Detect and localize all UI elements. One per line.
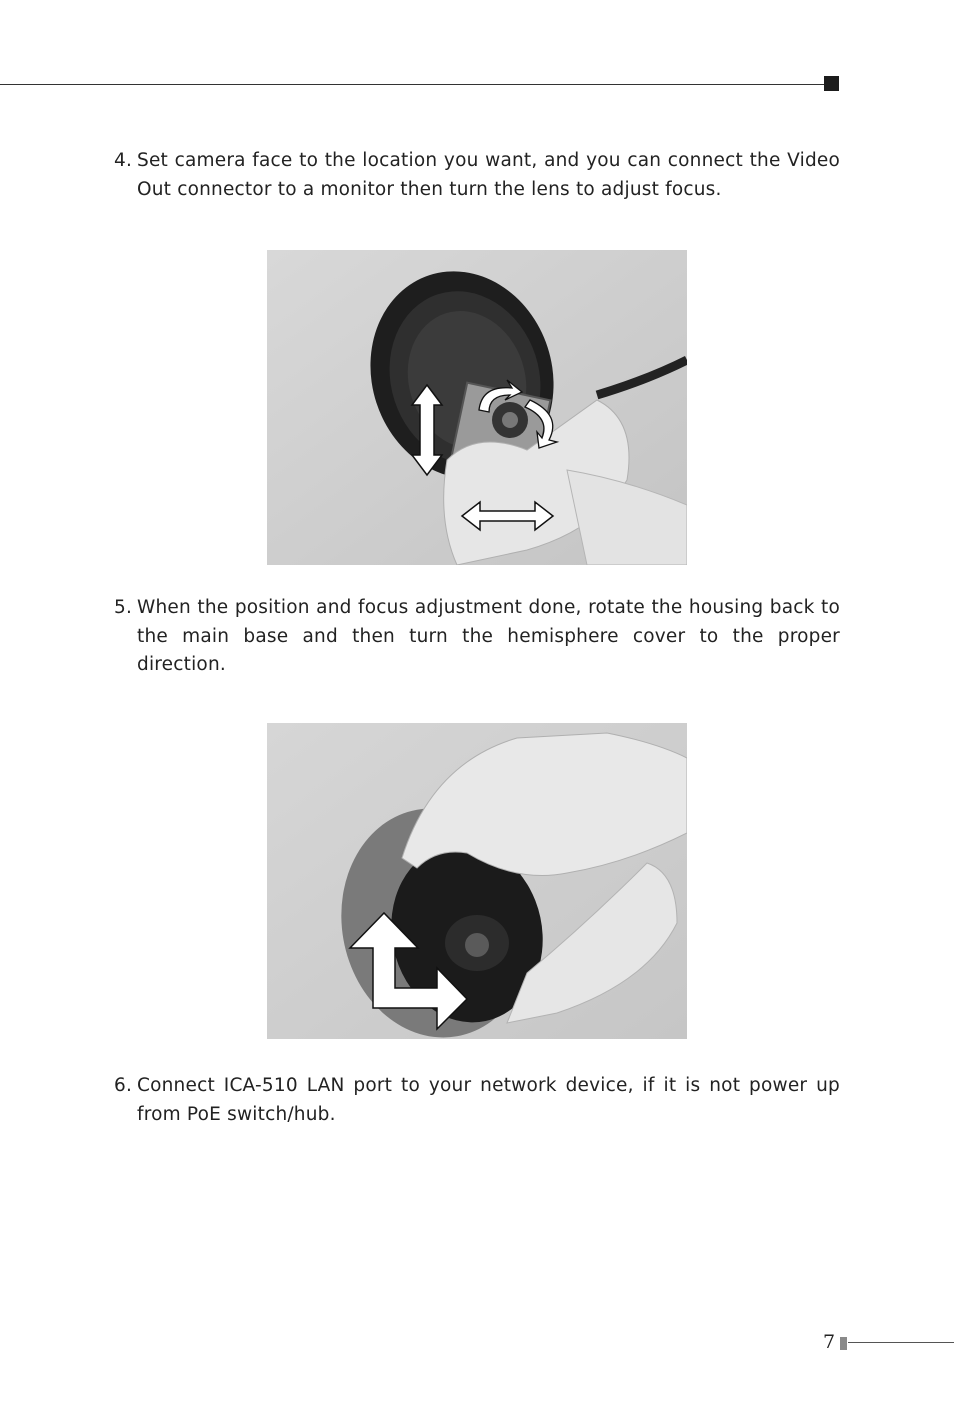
step-5 (114, 594, 840, 680)
step-number: 5. (114, 597, 133, 618)
step-number: 6. (114, 1075, 133, 1096)
photo-cover-rotation (267, 723, 687, 1039)
header-square-marker (824, 76, 839, 91)
footer-square-marker (840, 1337, 847, 1350)
step-number: 4. (114, 150, 133, 171)
camera-adjustment-illustration (267, 250, 687, 565)
step-text: When the position and focus adjustment done, rotate the housing back to the main base and then turn the hemisphere cover to the proper direction. (137, 597, 840, 675)
step-text: Set camera face to the location you want, and you can connect the Video Out connector to a monitor then turn the lens to adjust focus. (137, 150, 840, 200)
photo-lens-adjustment (267, 250, 687, 565)
step-6 (114, 1072, 840, 1129)
step-4 (114, 147, 840, 204)
footer-rule (848, 1342, 954, 1343)
dome-cover-illustration (267, 723, 687, 1039)
step-text: Connect ICA-510 LAN port to your network device, if it is not power up from PoE switch/hub. (137, 1075, 840, 1125)
page-number: 7 (823, 1331, 836, 1353)
header-rule (0, 84, 826, 85)
